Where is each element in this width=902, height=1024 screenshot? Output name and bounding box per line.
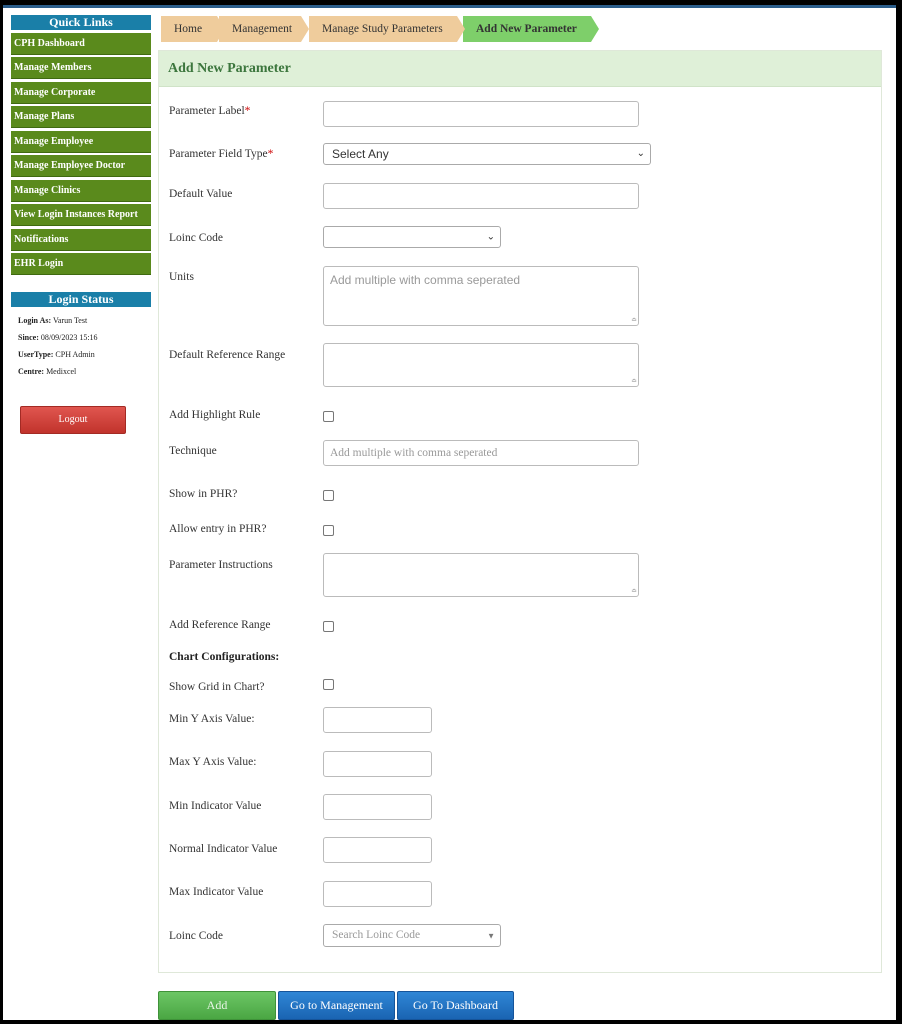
min-indicator-input[interactable] xyxy=(323,794,432,820)
go-to-dashboard-button[interactable]: Go To Dashboard xyxy=(397,991,514,1020)
parameter-label-input[interactable] xyxy=(323,101,639,127)
allow-entry-phr-label: Allow entry in PHR? xyxy=(169,523,267,535)
sidebar xyxy=(11,15,151,275)
max-y-label: Max Y Axis Value: xyxy=(169,756,257,768)
instructions-label: Parameter Instructions xyxy=(169,559,273,571)
loinc-code2-label: Loinc Code xyxy=(169,930,223,942)
login-as-label: Login As: xyxy=(18,316,52,325)
units-label: Units xyxy=(169,271,194,283)
required-mark: * xyxy=(244,105,251,117)
min-indicator-label: Min Indicator Value xyxy=(169,800,262,812)
logout-button[interactable]: Logout xyxy=(20,406,126,434)
usertype-value: CPH Admin xyxy=(55,350,95,359)
login-status-panel xyxy=(11,292,151,380)
add-ref-range-label: Add Reference Range xyxy=(169,619,271,631)
parameter-label-label: Parameter Label* xyxy=(169,105,251,117)
login-as-row xyxy=(11,312,151,329)
login-status-title: Login Status xyxy=(11,292,151,307)
sidebar-item-manage-plans[interactable]: Manage Plans xyxy=(11,106,151,128)
caret-down-icon: ▼ xyxy=(487,931,495,940)
centre-row xyxy=(11,363,151,380)
default-value-input[interactable] xyxy=(323,183,639,209)
default-ref-range-textarea[interactable] xyxy=(323,343,639,387)
resize-grip-icon[interactable]: ≏ xyxy=(631,588,637,595)
units-textarea[interactable] xyxy=(323,266,639,326)
loinc-search-placeholder: Search Loinc Code xyxy=(332,929,421,941)
sidebar-item-manage-members[interactable]: Manage Members xyxy=(11,57,151,79)
usertype-row xyxy=(11,346,151,363)
field-type-label: Parameter Field Type* xyxy=(169,148,274,160)
sidebar-item-manage-corporate[interactable]: Manage Corporate xyxy=(11,82,151,104)
resize-grip-icon[interactable]: ≏ xyxy=(631,378,637,385)
technique-placeholder: Add multiple with comma seperated xyxy=(330,447,498,459)
since-label: Since: xyxy=(18,333,39,342)
quick-links-title: Quick Links xyxy=(11,15,151,30)
required-mark: * xyxy=(267,148,274,160)
field-type-selected: Select Any xyxy=(332,147,389,161)
chevron-down-icon: ⌄ xyxy=(486,231,495,243)
default-value-label: Default Value xyxy=(169,188,233,200)
sidebar-item-login-instances-report[interactable]: View Login Instances Report xyxy=(11,204,151,226)
default-ref-range-label: Default Reference Range xyxy=(169,349,286,361)
allow-entry-phr-checkbox[interactable] xyxy=(323,525,334,536)
sidebar-item-ehr-login[interactable]: EHR Login xyxy=(11,253,151,275)
sidebar-item-manage-employee-doctor[interactable]: Manage Employee Doctor xyxy=(11,155,151,177)
technique-input[interactable] xyxy=(323,440,639,466)
chart-config-title: Chart Configurations: xyxy=(169,651,280,663)
technique-label: Technique xyxy=(169,445,217,457)
sidebar-item-manage-employee[interactable]: Manage Employee xyxy=(11,131,151,153)
normal-indicator-input[interactable] xyxy=(323,837,432,863)
add-parameter-panel xyxy=(158,50,882,973)
add-button[interactable]: Add xyxy=(158,991,276,1020)
show-phr-label: Show in PHR? xyxy=(169,488,238,500)
login-as-value: Varun Test xyxy=(52,316,88,325)
sidebar-item-cph-dashboard[interactable]: CPH Dashboard xyxy=(11,33,151,55)
app-frame xyxy=(3,5,896,1020)
highlight-rule-label: Add Highlight Rule xyxy=(169,409,261,421)
show-phr-checkbox[interactable] xyxy=(323,490,334,501)
units-placeholder: Add multiple with comma seperated xyxy=(330,273,521,287)
highlight-rule-checkbox[interactable] xyxy=(323,411,334,422)
sidebar-item-notifications[interactable]: Notifications xyxy=(11,229,151,251)
breadcrumb-management[interactable]: Management xyxy=(219,16,301,42)
chevron-down-icon: ⌄ xyxy=(636,148,645,159)
max-indicator-label: Max Indicator Value xyxy=(169,886,264,898)
loinc-search-select[interactable] xyxy=(323,924,501,947)
centre-value: Medixcel xyxy=(46,367,77,376)
resize-grip-icon[interactable]: ≏ xyxy=(631,317,637,324)
max-y-input[interactable] xyxy=(323,751,432,777)
sidebar-item-manage-clinics[interactable]: Manage Clinics xyxy=(11,180,151,202)
since-row xyxy=(11,329,151,346)
breadcrumb-manage-study-parameters[interactable]: Manage Study Parameters xyxy=(309,16,457,42)
go-to-management-button[interactable]: Go to Management xyxy=(278,991,395,1020)
show-grid-label: Show Grid in Chart? xyxy=(169,681,265,693)
add-ref-range-checkbox[interactable] xyxy=(323,621,334,632)
usertype-label: UserType: xyxy=(18,350,54,359)
show-grid-checkbox[interactable] xyxy=(323,679,334,690)
max-indicator-input[interactable] xyxy=(323,881,432,907)
since-value: 08/09/2023 15:16 xyxy=(40,333,98,342)
breadcrumb-add-new-parameter: Add New Parameter xyxy=(463,16,591,42)
normal-indicator-label: Normal Indicator Value xyxy=(169,843,278,855)
centre-label: Centre: xyxy=(18,367,45,376)
breadcrumb-home[interactable]: Home xyxy=(161,16,217,42)
field-type-select[interactable] xyxy=(323,143,651,165)
min-y-input[interactable] xyxy=(323,707,432,733)
min-y-label: Min Y Axis Value: xyxy=(169,713,255,725)
loinc-code-select[interactable] xyxy=(323,226,501,248)
loinc-code-label: Loinc Code xyxy=(169,232,223,244)
panel-title: Add New Parameter xyxy=(159,51,881,87)
instructions-textarea[interactable] xyxy=(323,553,639,597)
